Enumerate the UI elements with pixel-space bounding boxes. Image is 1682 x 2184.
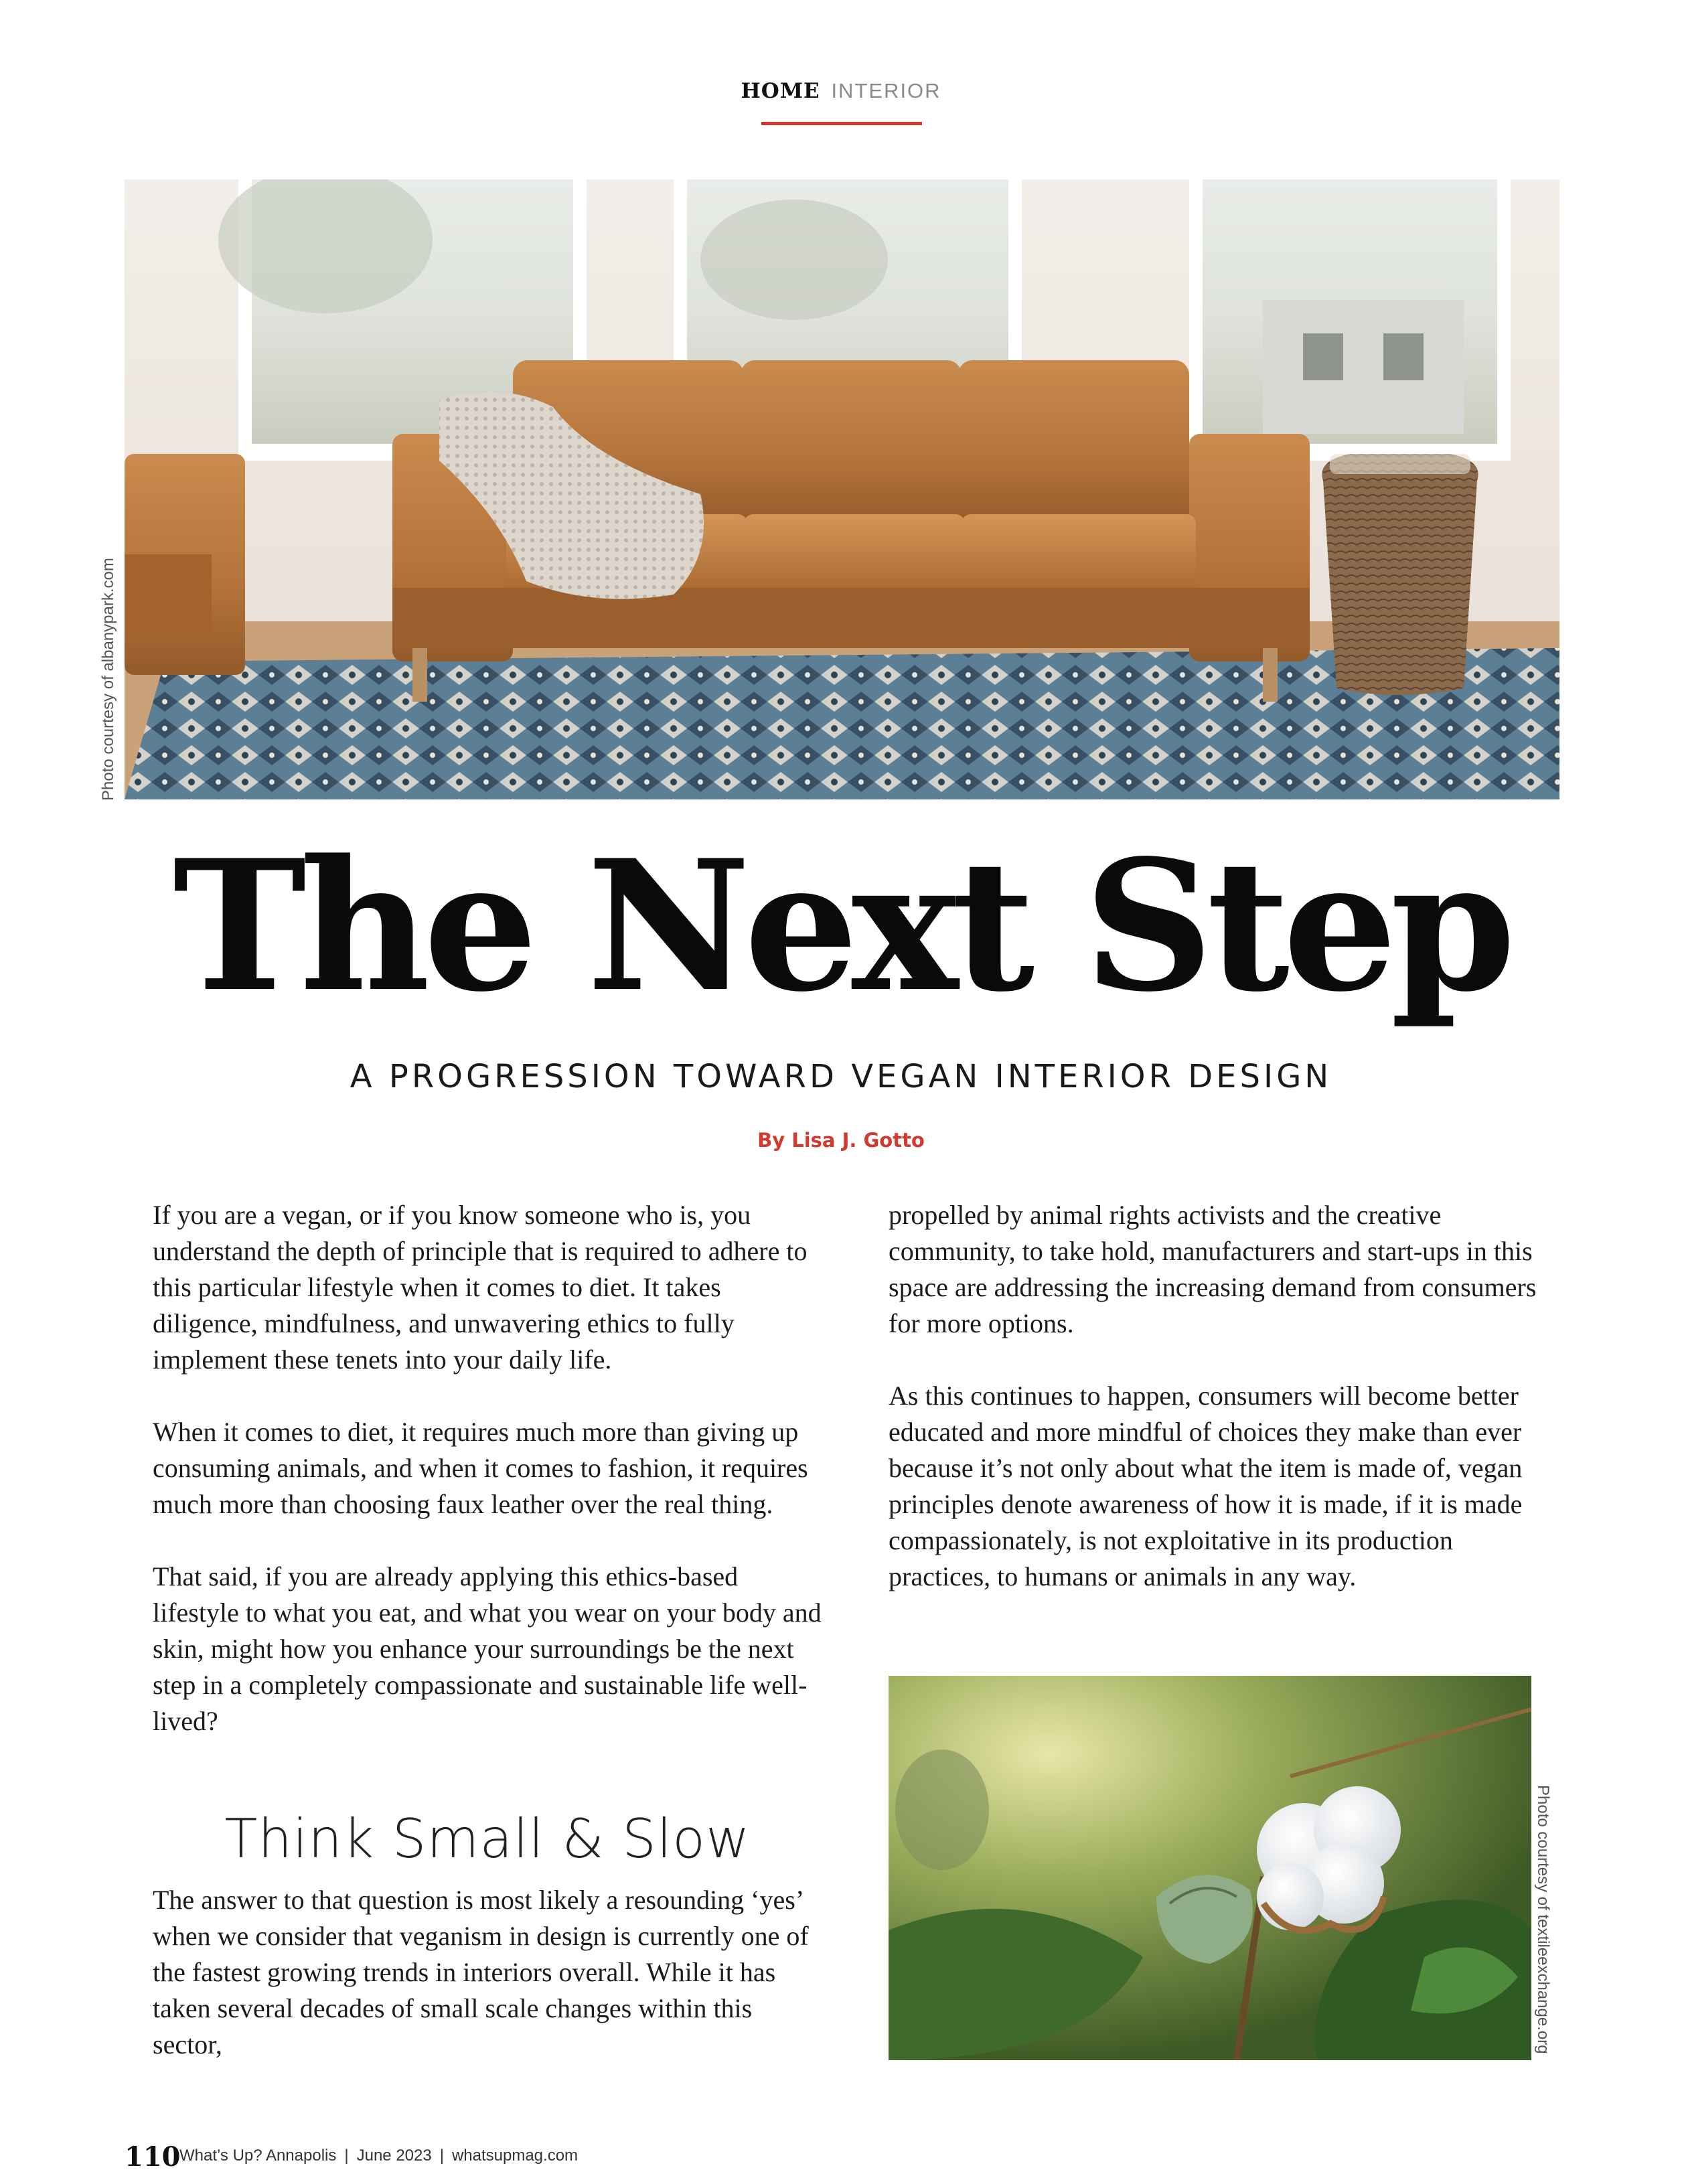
section-primary: HOME bbox=[741, 79, 820, 103]
page-number: 110 bbox=[125, 2141, 181, 2173]
article-byline: By Lisa J. Gotto bbox=[757, 1129, 925, 1152]
issue-date: June 2023 bbox=[356, 2147, 432, 2165]
sofa-photo bbox=[125, 179, 1559, 799]
body-paragraph: If you are a vegan, or if you know someone who is, you understand the depth of principle that is required to adhere to this particular lifestyle when it comes to diet. It takes diligence, mindfulness, and unwavering ethics to fully implement these tenets into your daily life. bbox=[153, 1200, 808, 1375]
article-subtitle: A PROGRESSION TOWARD VEGAN INTERIOR DESIGN bbox=[350, 1058, 1332, 1095]
section-secondary: INTERIOR bbox=[831, 79, 941, 102]
website-link[interactable]: whatsupmag.com bbox=[451, 2147, 579, 2165]
publication-name: What’s Up? Annapolis bbox=[179, 2147, 337, 2165]
main-photo-credit: Photo courtesy of albanypark.com bbox=[99, 558, 117, 801]
right-column bbox=[889, 1197, 1545, 1631]
left-column bbox=[153, 1197, 822, 1776]
body-paragraph: When it comes to diet, it requires much more than giving up consuming animals, and when it comes to fashion, it requires much more than choosing faux leather over the real thing. bbox=[153, 1417, 808, 1519]
left-column-continued bbox=[153, 1882, 822, 2099]
body-paragraph: propelled by animal rights activists and the creative community, to take hold, manufacturers and start-ups in this space are addressing the increasing demand from consumers for more options. bbox=[889, 1200, 1537, 1338]
body-paragraph: As this continues to happen, consumers will become better educated and more mindful of choices they make than ever because it’s not only about what the item is made of, vegan principles denote awareness of how it is made, if it is made compassionately, is not exploitative in its production practices, to humans or animals in any way. bbox=[889, 1381, 1523, 1591]
cotton-photo-credit: Photo courtesy of textileexchange.org bbox=[1534, 1785, 1552, 2054]
article-title: The Next Step bbox=[173, 821, 1509, 1032]
section-header bbox=[0, 79, 1682, 103]
body-paragraph: That said, if you are already applying this ethics-based lifestyle to what you eat, and what you wear on your body and skin, might how you enhance your surroundings be the next step in a completely compassionate and sustainable life well-lived? bbox=[153, 1561, 822, 1736]
footer-info: What’s Up? Annapolis | June 2023 | whatsupmag.com bbox=[179, 2147, 579, 2165]
section-rule bbox=[761, 122, 922, 125]
body-paragraph: The answer to that question is most likely a resounding ‘yes’ when we consider that veganism in design is currently one of the fastest growing trends in interiors overall. While it has taken several decades of small scale changes within this sector, bbox=[153, 1885, 809, 2059]
cotton-photo bbox=[889, 1676, 1531, 2060]
section-subhead: Think Small & Slow bbox=[224, 1808, 751, 1870]
